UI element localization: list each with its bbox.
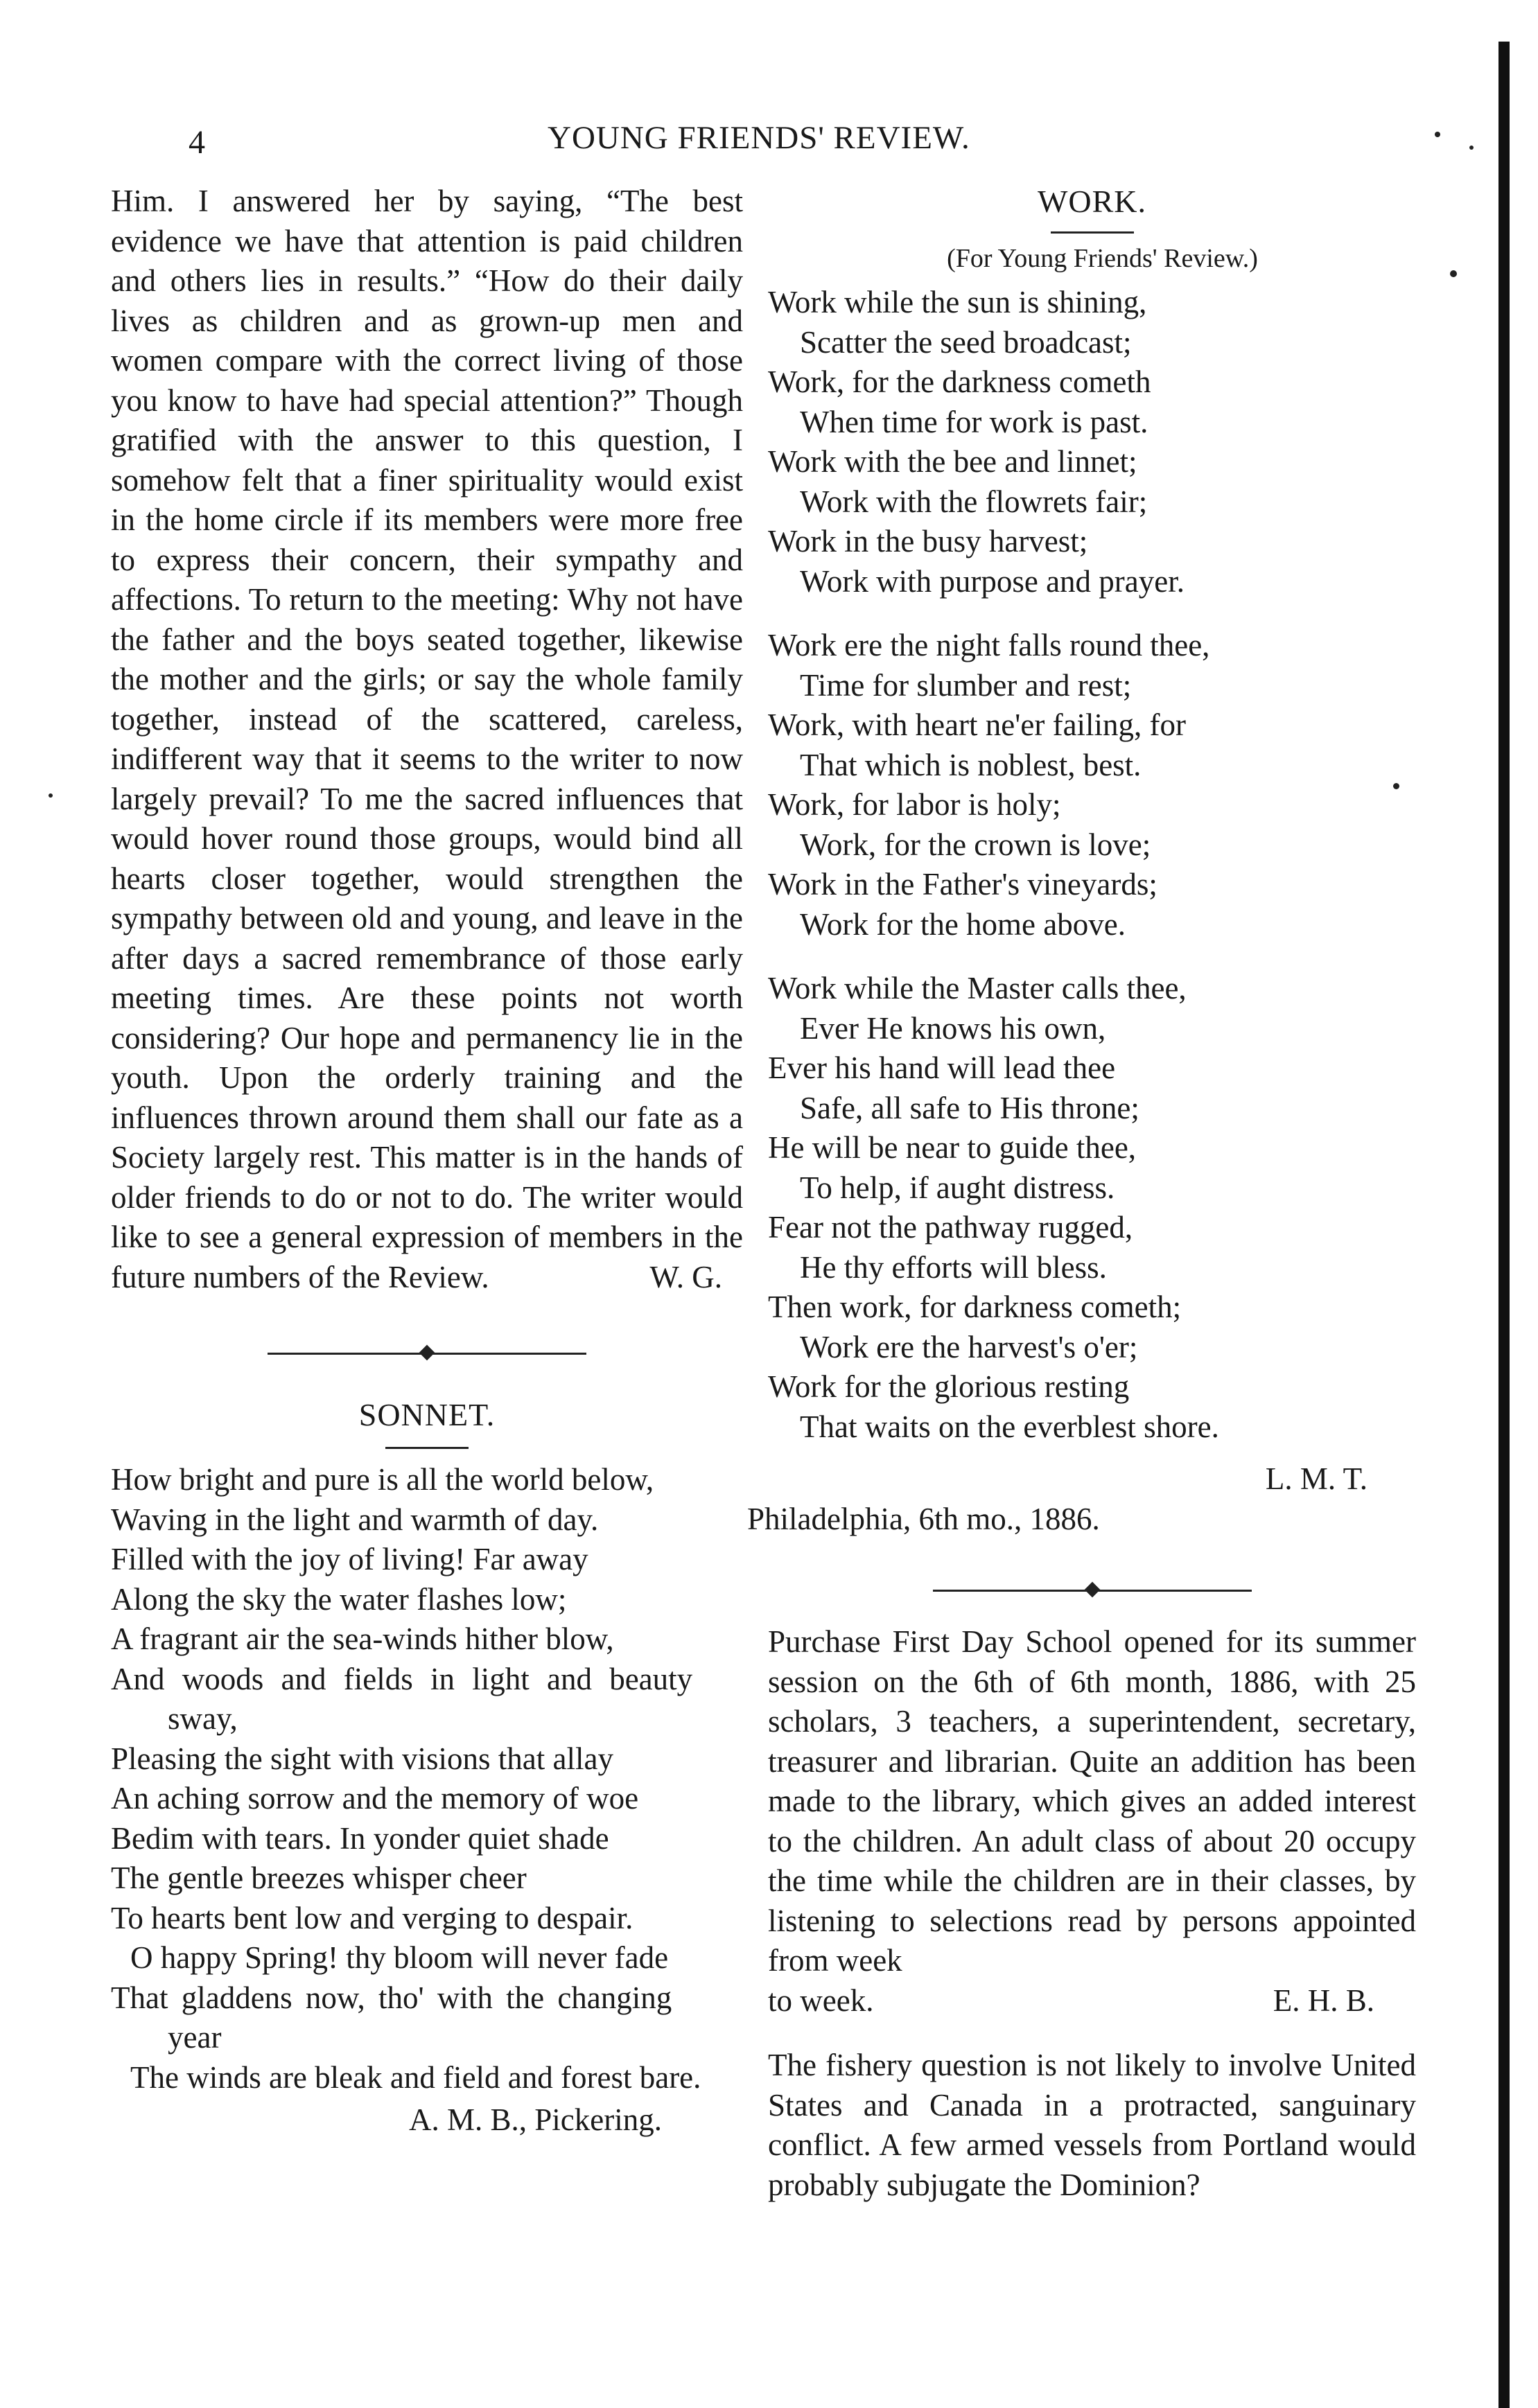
divider-ornament bbox=[1084, 1582, 1100, 1598]
sonnet-byline: A. M. B., Pickering. bbox=[409, 2102, 662, 2137]
poem-line: Along the sky the water flashes low; bbox=[111, 1581, 567, 1617]
poem-line: That waits on the everblest shore. bbox=[800, 1409, 1219, 1444]
poem-line: Work with the bee and linnet; bbox=[768, 444, 1137, 479]
poem-line: Pleasing the sight with visions that allay bbox=[111, 1741, 613, 1776]
stanza bbox=[768, 626, 1416, 944]
divider-ornament bbox=[419, 1344, 435, 1360]
poem-line: Filled with the joy of living! Far away bbox=[111, 1542, 588, 1576]
work-signature: L. M. T. bbox=[1265, 1461, 1367, 1496]
poem-line: Work ere the night falls round thee, bbox=[768, 628, 1210, 662]
poem-line: Work for the glorious resting bbox=[768, 1369, 1130, 1404]
sonnet-title: SONNET. bbox=[358, 1396, 496, 1432]
fishery-notice bbox=[768, 2046, 1416, 2205]
poem-line: Bedim with tears. In yonder quiet shade bbox=[111, 1820, 609, 1856]
poem-line: Ever his hand will lead thee bbox=[768, 1051, 1116, 1085]
poem-line: Work with the flowrets fair; bbox=[800, 484, 1148, 519]
poem-line: A fragrant air the sea-winds hither blow, bbox=[111, 1622, 614, 1656]
poem-line: Fear not the pathway rugged, bbox=[768, 1210, 1133, 1245]
poem-line: Work, with heart ne'er failing, for bbox=[768, 708, 1187, 742]
poem-line: Work, for the darkness cometh bbox=[768, 364, 1151, 399]
poem-line: When time for work is past. bbox=[800, 404, 1148, 439]
poem-line: Work ere the harvest's o'er; bbox=[800, 1329, 1138, 1364]
poem-line: Work in the Father's vineyards; bbox=[768, 867, 1157, 902]
stanza-gap bbox=[768, 944, 1416, 969]
left-column bbox=[111, 182, 743, 2141]
school-notice-signature: E. H. B. bbox=[1273, 1983, 1374, 2018]
page-number: 4 bbox=[189, 124, 205, 161]
poem-line: And woods and fields in light and beauty bbox=[111, 1661, 693, 1696]
work-title: WORK. bbox=[1037, 184, 1147, 219]
fishery-notice-text: The fishery question is not likely to involve United States and Canada in a protracted, sanguinary conflict. A few armed vessels from Portland would probably subjugate the Dominion? bbox=[768, 2048, 1416, 2202]
poem-line: Work, for the crown is love; bbox=[800, 827, 1151, 862]
poem-line: Work in the busy harvest; bbox=[768, 524, 1088, 559]
poem-line: The gentle breezes whisper cheer bbox=[111, 1861, 527, 1895]
title-rule bbox=[385, 1447, 469, 1449]
letter-paragraph: Him. I answered her by saying, “The best evidence we have that attention is paid children and others lies in results.” “How do their daily lives as children and as grown-up men and women compare with the correct living of those you know to have had special attention?” Though gratified with the answer to this question, I somehow felt that a finer spirituality would exist in the home circle if its members were more free to express their concern, their sympathy and affections. To return to the meeting: Why not have the father and the boys seated together, likewise the mother and the girls; or say the whole family together, instead of the scattered, careless, indifferent way that it seems to the writer to now largely prevail? To me the sacred influences that would hover round those groups, would bind all hearts closer together, would strengthen the sympathy between old and young, and leave in the after days a sacred remembrance of those early meeting times. Are these points not worth considering? Our hope and permanency lie in the youth. Upon the orderly training and the influences thrown around them shall our fate as a Society largely rest. This matter is in the hands of older friends to do or not to do. The writer would like to see a general expression of members in the future numbers of the Review. bbox=[111, 184, 743, 1294]
poem-line: Time for slumber and rest; bbox=[800, 667, 1132, 703]
work-subhead: (For Young Friends' Review.) bbox=[947, 243, 1258, 273]
poem-line: Work with purpose and prayer. bbox=[800, 563, 1185, 599]
work-poem bbox=[768, 283, 1416, 1447]
work-dateline: Philadelphia, 6th mo., 1886. bbox=[747, 1501, 1100, 1536]
stanza bbox=[768, 969, 1416, 1447]
poem-line: Safe, all safe to His throne; bbox=[800, 1090, 1139, 1125]
poem-line: He will be near to guide thee, bbox=[768, 1130, 1137, 1165]
poem-line: He thy efforts will bless. bbox=[800, 1249, 1107, 1285]
school-notice-text: Purchase First Day School opened for its summer session on the 6th of 6th month, 1886, with 25 scholars, 3 teachers, a superintendent, secretary, treasurer and librarian. Quite an addition has been made to the library, which gives an added interest to the children. An adult class of about 20 occupy the time while the children are in their classes, by listening to selections read by persons appointed from week bbox=[768, 1624, 1416, 1978]
poem-line: Then work, for darkness cometh; bbox=[768, 1290, 1182, 1324]
scan-speck bbox=[49, 793, 53, 798]
poem-line: year bbox=[168, 2020, 222, 2055]
poem-line: That which is noblest, best. bbox=[800, 747, 1142, 782]
poem-line: The winds are bleak and field and forest bare. bbox=[130, 2059, 701, 2095]
section-divider bbox=[933, 1583, 1252, 1597]
poem-line: Work, for labor is holy; bbox=[768, 787, 1061, 822]
scan-speck bbox=[1435, 132, 1440, 137]
school-notice-last: to week. bbox=[768, 1983, 874, 2018]
right-column bbox=[747, 182, 1416, 2205]
poem-line: O happy Spring! thy bloom will never fade bbox=[130, 1940, 669, 1975]
running-head: YOUNG FRIENDS' REVIEW. bbox=[548, 120, 970, 156]
scan-edge-bar bbox=[1498, 42, 1510, 2408]
poem-line: sway, bbox=[168, 1701, 238, 1736]
stanza-gap bbox=[768, 601, 1416, 626]
poem-line: An aching sorrow and the memory of woe bbox=[111, 1781, 639, 1816]
sonnet-poem bbox=[111, 1460, 743, 2098]
poem-line: Work while the Master calls thee, bbox=[768, 971, 1187, 1005]
poem-line: Work while the sun is shining, bbox=[768, 285, 1147, 319]
letter-signature: W. G. bbox=[649, 1260, 722, 1294]
poem-line: That gladdens now, tho' with the changing bbox=[111, 1980, 672, 2015]
school-notice-end bbox=[768, 1981, 1416, 2021]
poem-line: Scatter the seed broadcast; bbox=[800, 324, 1132, 360]
poem-line: Waving in the light and warmth of day. bbox=[111, 1502, 599, 1537]
poem-line: How bright and pure is all the world below, bbox=[111, 1462, 654, 1497]
poem-line: Ever He knows his own, bbox=[800, 1010, 1106, 1046]
letter-article bbox=[111, 182, 743, 1298]
poem-line: To help, if aught distress. bbox=[800, 1170, 1115, 1205]
poem-line: To hearts bent low and verging to despair. bbox=[111, 1900, 633, 1935]
section-divider bbox=[268, 1346, 586, 1360]
poem-line: Work for the home above. bbox=[800, 906, 1126, 942]
title-rule bbox=[1051, 231, 1134, 234]
stanza bbox=[768, 283, 1416, 601]
scan-speck bbox=[1450, 270, 1457, 277]
school-notice bbox=[768, 1622, 1416, 2021]
scan-speck bbox=[1469, 146, 1474, 150]
scan-speck bbox=[1393, 783, 1399, 789]
